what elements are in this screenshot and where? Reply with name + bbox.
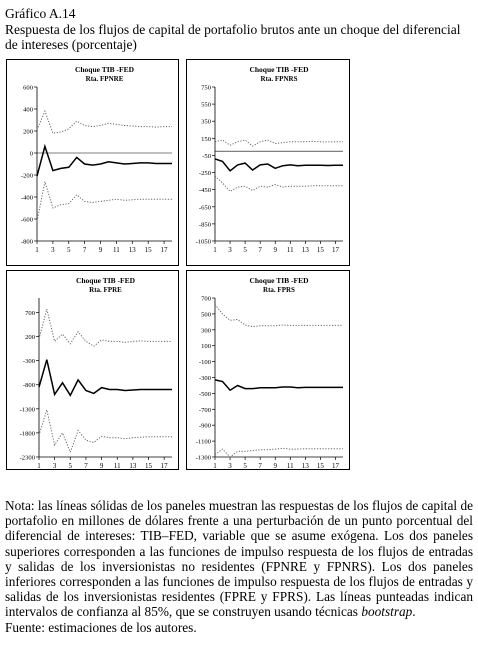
x-tick-label: 13: [301, 246, 309, 254]
y-tick-label: -50: [202, 152, 211, 160]
series-line-confidence-band: [215, 304, 343, 326]
y-tick-label: -300: [22, 358, 35, 366]
y-tick-label: 600: [23, 84, 33, 92]
y-tick-label: 100: [201, 343, 211, 351]
note-text: Nota: las líneas sólidas de los paneles muestran las respuestas de los flujos de capital de portafolio en millones de dólares frente a una perturbación de un punto porcentual del diferencial de intereses: TIB–FED, variable que se asume exógena. Los dos paneles superiores corresponden a las funciones de impulso respuesta de los flujos de entradas y salidas de los inversionistas no residentes (FPNRE y FPNRS). Los dos paneles inferiores corresponden a las funciones de impulso respuesta de los flujos de entradas y salidas de los inversionistas residentes (FPRE y FPRS). Las líneas punteadas indican intervalos de confianza al 85%, que se construyen usando técnicas: [5, 498, 473, 620]
chart-subtitle: Rta. FPNRS: [260, 75, 298, 83]
series-line-response: [37, 146, 172, 176]
y-tick-label: -500: [198, 390, 211, 398]
y-tick-label: 550: [201, 101, 211, 109]
x-tick-label: 5: [68, 462, 73, 470]
note-text-end: .: [412, 604, 416, 620]
note-italic-term: bootstrap: [361, 604, 413, 620]
x-tick-label: 3: [228, 462, 232, 470]
series-line-confidence-band: [215, 448, 343, 457]
x-tick-label: 7: [258, 462, 262, 470]
y-tick-label: 300: [201, 327, 211, 335]
x-tick-label: 9: [98, 246, 103, 254]
x-tick-label: 3: [228, 246, 232, 254]
series-line-confidence-band: [215, 176, 343, 191]
y-tick-label: 750: [201, 84, 211, 92]
y-tick-label: 200: [23, 128, 33, 136]
y-tick-label: -450: [198, 187, 211, 195]
y-tick-label: 500: [201, 311, 211, 319]
y-tick-label: -1050: [195, 238, 211, 246]
series-line-response: [215, 159, 343, 171]
x-tick-label: 15: [145, 462, 153, 470]
x-tick-label: 15: [316, 246, 324, 254]
x-tick-label: 1: [37, 462, 41, 470]
y-tick-label: -1100: [195, 438, 211, 446]
panel-fpnrs: [186, 59, 350, 266]
x-tick-label: 9: [273, 246, 277, 254]
x-tick-label: 7: [84, 462, 88, 470]
y-tick-label: 0: [29, 150, 33, 158]
series-line-confidence-band: [39, 410, 172, 452]
y-tick-label: -800: [20, 238, 33, 246]
x-tick-label: 17: [160, 462, 168, 470]
x-tick-label: 9: [99, 462, 104, 470]
y-tick-label: -700: [198, 406, 211, 414]
chart-title: Choque TIB -FED: [249, 65, 309, 74]
x-tick-label: 17: [160, 246, 168, 254]
x-tick-label: 15: [144, 246, 152, 254]
chart-subtitle: Rta. FPRS: [263, 286, 295, 294]
y-tick-label: -2300: [19, 454, 35, 462]
chart-subtitle: Rta. FPRE: [89, 286, 122, 294]
x-tick-label: 1: [213, 462, 217, 470]
x-tick-label: 13: [301, 462, 309, 470]
series-line-confidence-band: [39, 309, 172, 346]
y-tick-label: 350: [201, 118, 211, 126]
x-tick-label: 3: [51, 246, 55, 254]
chart-svg: [187, 60, 351, 267]
x-tick-label: 11: [286, 462, 294, 470]
y-tick-label: -800: [22, 382, 35, 390]
series-line-confidence-band: [37, 111, 172, 133]
y-tick-label: -600: [20, 216, 33, 224]
y-tick-label: -650: [198, 204, 211, 212]
y-tick-label: -250: [198, 170, 211, 178]
x-tick-label: 11: [113, 462, 121, 470]
figure-title: Gráfico A.14: [5, 6, 76, 21]
x-tick-label: 7: [258, 246, 262, 254]
panel-fprs: [186, 270, 350, 470]
y-tick-label: -850: [198, 221, 211, 229]
x-tick-label: 11: [286, 246, 294, 254]
x-tick-label: 7: [82, 246, 87, 254]
x-tick-label: 1: [213, 246, 217, 254]
x-tick-label: 5: [243, 462, 247, 470]
figure-note: [5, 498, 473, 635]
y-tick-label: 700: [25, 309, 35, 317]
y-tick-label: 400: [23, 106, 33, 114]
x-tick-label: 9: [273, 462, 277, 470]
y-tick-label: -300: [198, 375, 211, 382]
y-tick-label: -1300: [195, 454, 211, 462]
chart-title: Choque TIB -FED: [249, 276, 309, 285]
x-tick-label: 5: [243, 246, 247, 254]
figure-subtitle: Respuesta de los flujos de capital de portafolio brutos ante un choque del diferencial de intereses (porcentaje): [5, 22, 461, 52]
y-tick-label: -200: [20, 172, 33, 180]
panel-fpnre: [6, 59, 179, 266]
x-tick-label: 13: [129, 462, 137, 470]
chart-svg: [7, 271, 180, 471]
chart-title: Choque TIB -FED: [74, 65, 135, 74]
chart-svg: [187, 271, 351, 471]
chart-title: Choque TIB -FED: [75, 276, 136, 285]
y-tick-label: 150: [201, 135, 211, 143]
y-tick-label: -1800: [19, 430, 35, 438]
panel-fpre: [6, 270, 179, 470]
series-line-response: [39, 360, 172, 396]
y-tick-label: 700: [201, 295, 211, 303]
chart-subtitle: Rta. FPNRE: [85, 75, 124, 83]
x-tick-label: 17: [331, 462, 339, 470]
x-tick-label: 13: [128, 246, 136, 254]
x-tick-label: 1: [35, 246, 39, 254]
series-line-confidence-band: [37, 182, 172, 222]
x-tick-label: 5: [67, 246, 71, 254]
y-tick-label: -400: [20, 194, 33, 202]
y-tick-label: -900: [198, 422, 211, 430]
note-source: Fuente: estimaciones de los autores.: [5, 619, 197, 635]
y-tick-label: -100: [198, 359, 211, 367]
y-tick-label: -1300: [19, 406, 35, 414]
series-line-response: [215, 380, 343, 390]
x-tick-label: 3: [52, 462, 57, 470]
x-tick-label: 11: [113, 246, 120, 254]
x-tick-label: 17: [331, 246, 339, 254]
chart-svg: [7, 60, 180, 267]
y-tick-label: 200: [25, 334, 35, 342]
series-line-confidence-band: [215, 140, 343, 146]
x-tick-label: 15: [316, 462, 324, 470]
